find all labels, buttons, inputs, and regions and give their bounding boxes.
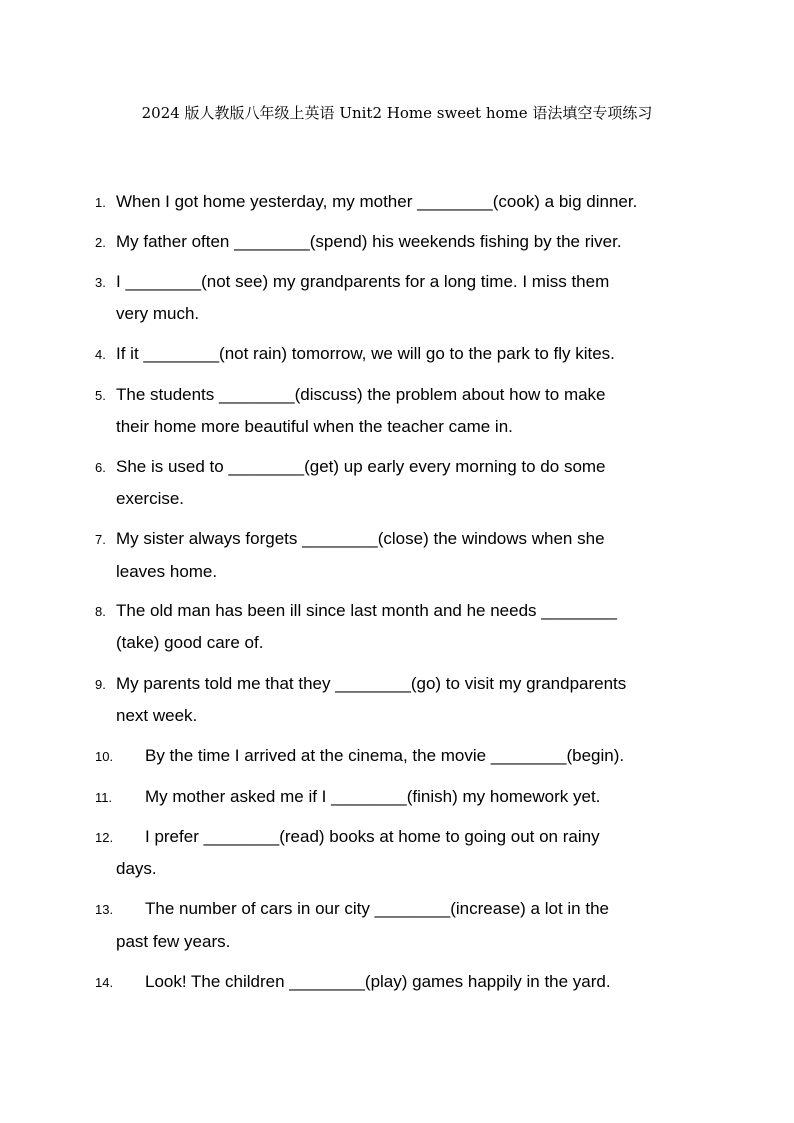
question-number: 12.	[95, 830, 114, 845]
question-text: My mother asked me if I ________(finish) my homework yet.	[145, 787, 601, 806]
question-number: 1.	[95, 195, 106, 210]
question-text-continued: leaves home.	[116, 562, 218, 581]
question-text-continued: their home more beautiful when the teacher came in.	[116, 417, 513, 436]
question-text: The old man has been ill since last month and he needs ________	[116, 601, 617, 620]
question-number: 3.	[95, 275, 106, 290]
question-number: 8.	[95, 604, 106, 619]
question-number: 2.	[95, 235, 106, 250]
question-text-continued: next week.	[116, 706, 198, 725]
question-number: 9.	[95, 677, 106, 692]
question-text: My parents told me that they ________(go) to visit my grandparents	[116, 674, 627, 693]
question-text: My sister always forgets ________(close) the windows when she	[116, 529, 605, 548]
question-text-continued: (take) good care of.	[116, 633, 264, 652]
question-text: Look! The children ________(play) games happily in the yard.	[145, 972, 611, 991]
question-number: 5.	[95, 388, 106, 403]
question-text-continued: very much.	[116, 304, 200, 323]
question-text: If it ________(not rain) tomorrow, we will go to the park to fly kites.	[116, 344, 615, 363]
question-number: 6.	[95, 460, 106, 475]
question-number: 14.	[95, 975, 114, 990]
question-text-continued: past few years.	[116, 932, 231, 951]
question-text-continued: days.	[116, 859, 157, 878]
question-number: 13.	[95, 902, 114, 917]
question-text: I prefer ________(read) books at home to going out on rainy	[145, 827, 600, 846]
question-text: I ________(not see) my grandparents for a long time. I miss them	[116, 272, 610, 291]
page-title: 2024 版人教版八年级上英语 Unit2 Home sweet home 语法填空专项练习	[141, 104, 653, 122]
question-text: When I got home yesterday, my mother ________(cook) a big dinner.	[116, 192, 638, 211]
question-text: She is used to ________(get) up early every morning to do some	[116, 457, 606, 476]
question-text-continued: exercise.	[116, 489, 185, 508]
question-number: 7.	[95, 532, 106, 547]
question-number: 11.	[95, 790, 113, 805]
question-text: The number of cars in our city ________(increase) a lot in the	[145, 899, 609, 918]
question-number: 10.	[95, 749, 114, 764]
question-text: The students ________(discuss) the problem about how to make	[116, 385, 606, 404]
question-text: My father often ________(spend) his weekends fishing by the river.	[116, 232, 622, 251]
question-text: By the time I arrived at the cinema, the movie ________(begin).	[145, 746, 625, 765]
question-number: 4.	[95, 347, 106, 362]
